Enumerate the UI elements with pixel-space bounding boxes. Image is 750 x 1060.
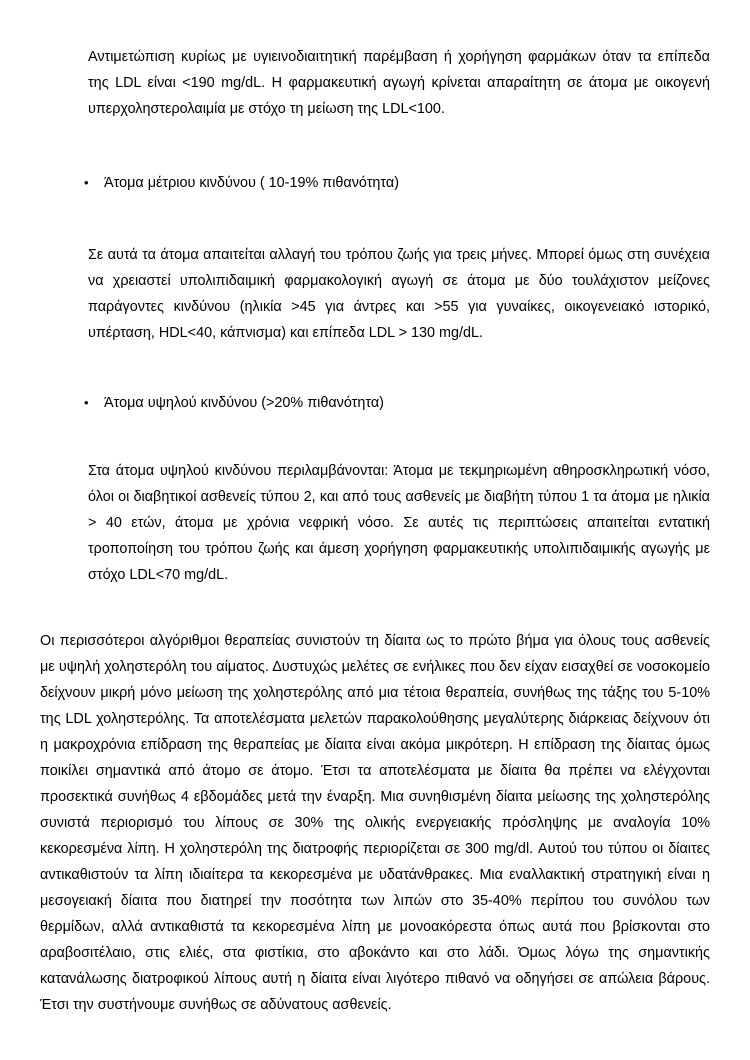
bullet-icon: • — [84, 175, 89, 190]
bullet-label-medium-risk: Άτομα μέτριου κινδύνου ( 10-19% πιθανότητα) — [104, 175, 399, 191]
paragraph-high-risk-treatment: Στα άτομα υψηλού κινδύνου περιλαμβάνονται: Άτομα με τεκμηριωμένη αθηροσκληρωτική νόσο, όλοι οι διαβητικοί ασθενείς τύπου 2, και από τους ασθενείς με διαβήτη τύπου 1 τα άτομα με ηλικία > 40 ετών, άτομα με χρόνια νεφρική νόσο. Σε αυτές τις περιπτώσεις απαιτείται εντατική τροποποίηση του τρόπου ζωής και άμεση χορήγηση φαρμακευτικής υπολιπιδαιμικής αγωγής με στόχο LDL<70 mg/dL. — [88, 463, 710, 583]
paragraph-low-risk-treatment: Αντιμετώπιση κυρίως με υγιεινοδιαιτητική παρέμβαση ή χορήγηση φαρμάκων όταν τα επίπεδα της LDL είναι <190 mg/dL. Η φαρμακευτική αγωγή κρίνεται απαραίτητη σε άτομα με οικογενή υπερχοληστερολαιμία με στόχο τη μείωση της LDL<100. — [88, 49, 710, 117]
bullet-item-high-risk — [84, 390, 710, 416]
bullet-icon: • — [84, 395, 89, 410]
paragraph-medium-risk-treatment: Σε αυτά τα άτομα απαιτείται αλλαγή του τρόπου ζωής για τρεις μήνες. Μπορεί όμως στη συνέχεια να χρειαστεί υπολιπιδαιμική φαρμακολογική αγωγή σε άτομα με δύο τουλάχιστον μείζονες παράγοντες κινδύνου (ηλικία >45 για άντρες και >55 για γυναίκες, οικογενειακό ιστορικό, υπέρταση, HDL<40, κάπνισμα) και επίπεδα LDL > 130 mg/dL. — [88, 247, 710, 341]
paragraph-diet-therapy: Οι περισσότεροι αλγόριθμοι θεραπείας συνιστούν τη δίαιτα ως το πρώτο βήμα για όλους τους ασθενείς με υψηλή χοληστερόλη του αίματος. Δυστυχώς μελέτες σε ενήλικες που δεν είχαν εισαχθεί σε νοσοκομείο δείχνουν μικρή μόνο μείωση της χοληστερόλης από μια τέτοια θεραπεία, συνήθως της τάξης του 5-10% της LDL χοληστερόλης. Τα αποτελέσματα μελετών παρακολούθησης μεγαλύτερης διάρκειας δείχνουν ότι η μακροχρόνια επίδραση της θεραπείας με δίαιτα είναι ακόμα μικρότερη. Η επίδραση της δίαιτας όμως ποικίλει σημαντικά από άτομο σε άτομο. Έτσι τα αποτελέσματα με δίαιτα θα πρέπει να ελέγχονται προσεκτικά συνήθως 4 εβδομάδες μετά την έναρξη. Μια συνηθισμένη δίαιτα μείωσης της χοληστερόλης συνιστά περιορισμό του λίπους σε 30% της ολικής ενεργειακής πρόσληψης με αναλογία 10% κεκορεσμένα λίπη. Η χοληστερόλη της διατροφής περιορίζεται σε 300 mg/dl. Αυτού του τύπου οι δίαιτες αντικαθιστούν τα λίπη ιδιαίτερα τα κεκορεσμένα με υδατάνθρακες. Μια εναλλακτική στρατηγική είναι η μεσογειακή δίαιτα που διατηρεί την ποσότητα των λιπών στο 35-40% περίπου του συνόλου των θερμίδων, αλλά αντικαθιστά τα κεκορεσμένα λίπη με μονοακόρεστα όπως αυτά που βρίσκονται στο αραβοσιτέλαιο, στις ελιές, στα φιστίκια, στο αβοκάντο και στο λάδι. Όμως λόγω της σημαντικής κατανάλωσης διατροφικού λίπους αυτή η δίαιτα είναι λιγότερο πιθανό να οδηγήσει σε απώλεια βάρους. Έτσι την συστήνουμε συνήθως σε αδύνατους ασθενείς. — [40, 633, 710, 1013]
bullet-item-medium-risk — [84, 170, 710, 196]
bullet-label-high-risk: Άτομα υψηλού κινδύνου (>20% πιθανότητα) — [104, 395, 384, 411]
